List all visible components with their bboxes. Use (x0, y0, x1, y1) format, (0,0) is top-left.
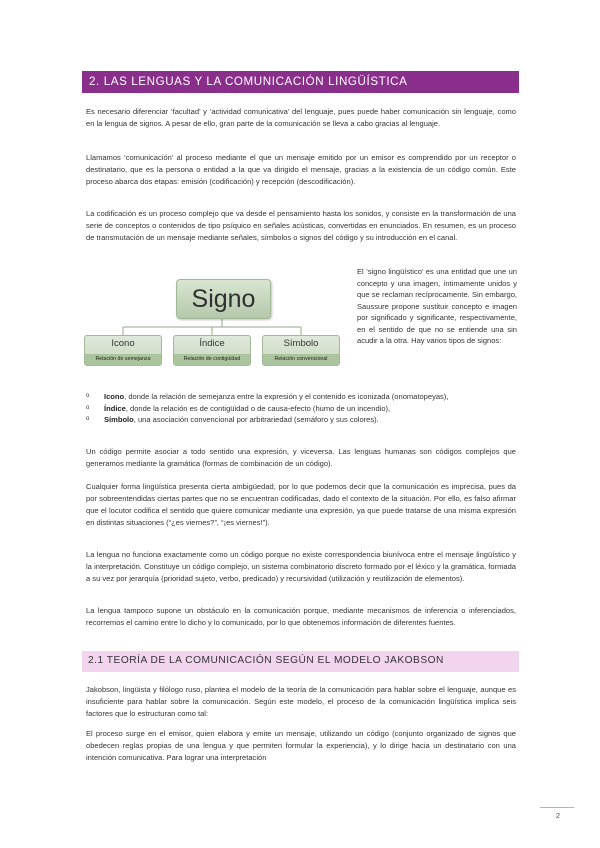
signo-types-list (86, 391, 516, 426)
diagram-node-simbolo (262, 335, 340, 366)
node-subtitle: Relación de contigüidad (174, 354, 250, 365)
list-term: Índice (104, 403, 126, 413)
diagram-node-indice (173, 335, 251, 366)
paragraph-inferencia: La lengua tampoco supone un obstáculo en la comunicación porque, mediante mecanismos de inferencia o inferenciados, recorremos el camino entre lo dicho y lo comunicado, por lo que obtenemos información de diferentes fuentes. (86, 606, 516, 627)
node-subtitle: Relación convencional (263, 354, 339, 365)
signo-diagram (82, 273, 344, 372)
paragraph-codigo: Un código permite asociar a todo sentido una expresión, y viceversa. Las lenguas humanas son códigos complejos que generamos mediante la gramática (formas de combinación de un código). (86, 447, 516, 468)
subsection-heading: 2.1 TEORÍA DE LA COMUNICACIÓN SEGÚN EL MODELO JAKOBSON (82, 651, 519, 672)
node-title: Símbolo (283, 338, 319, 349)
paragraph-comunicacion: Llamamos ‘comunicación’ al proceso mediante el que un mensaje emitido por un emisor es comprendido por un receptor o destinatario, que es la persona o entidad a la que va dirigido el mensaje, gracias a la existencia de un código común. Este proceso abarca dos etapas: emisión (codificación) y recepción (descodificación). (86, 153, 516, 186)
bullet-marker: o (86, 416, 90, 422)
paragraph-proceso: El proceso surge en el emisor, quien elabora y emite un mensaje, utilizando un código (conjunto organizado de signos que obedecen reglas propias de una lengua y que permiten formular la experiencia), y lo dirige hacia un destinatario con una intención comunicativa. Para lograr una interpretación (86, 729, 516, 762)
list-text: , donde la relación de semejanza entre la expresión y el contenido es iconizada (onomatopeyas), (124, 392, 449, 401)
page-number: 2 (555, 811, 561, 820)
list-term: Símbolo (104, 415, 134, 424)
paragraph-codificacion: La codificación es un proceso complejo que va desde el pensamiento hasta los sonidos, y consiste en la transformación de una serie de conceptos o contenidos de tipo psíquico en señales acústicas, convertidas en enunciados. En resumen, es un proceso de transmutación de un mensaje mediante señales, símbolos o signos del código y su introducción en el canal. (86, 209, 516, 242)
list-text: , donde la relación es de contigüidad o de causa-efecto (humo de un incendio), (125, 403, 391, 413)
node-subtitle: Relación de semejanza (85, 354, 161, 365)
list-text: , una asociación convencional por arbitrariedad (semáforo y sus colores). (133, 415, 379, 424)
diagram-node-icono (84, 335, 162, 366)
paragraph-intro: Es necesario diferenciar ‘facultad’ y ‘actividad comunicativa’ del lenguaje, pues puede haber comunicación sin lenguaje, como en la lengua de signos. A pesar de ello, gran parte de la comunicación se lleva a cabo gracias al lenguaje. (86, 107, 516, 128)
bullet-marker: o (86, 404, 90, 411)
node-title: Icono (111, 338, 135, 349)
list-item (86, 414, 516, 426)
section-heading: 2. LAS LENGUAS Y LA COMUNICACIÓN LINGÜÍSTICA (82, 71, 519, 93)
footer-divider (540, 807, 574, 808)
paragraph-lengua-codigo: La lengua no funciona exactamente como un código porque no existe correspondencia biunívoca entre el mensaje lingüístico y la interpretación. Constituye un código complejo, un sistema combinatorio discreto formado por el léxico y la gramática, formada a su vez por jerarquía (prioridad sujeto, verbo, predicado) y recursividad (utilización y reutilización de elementos). (86, 550, 516, 583)
list-item (86, 391, 516, 403)
paragraph-ambiguedad: Cualquier forma lingüística presenta cierta ambigüedad, por lo que podemos decir que la comunicación es imprecisa, pues da por sobreentendidas ciertas partes que no se encuentran codificadas, dado el contexto de la situación. Por ello, es falso afirmar que el locutor codifica el sentido que quiere comunicar mediante una expresión, ya que puede tratarse de una misma expresión en distintas situaciones (“¿es viernes?”, “¡es viernes!”). (86, 482, 516, 527)
list-item (86, 403, 516, 415)
list-term: Icono (104, 392, 125, 401)
node-title: Índice (199, 338, 225, 349)
diagram-root-signo: Signo (176, 279, 271, 319)
paragraph-signo-linguistico: El ‘signo lingüístico’ es una entidad que une un concepto y una imagen, íntimamente unidos y que se reclaman recíprocamente. Sin embargo, Saussure propone sustituir concepto e imagen por significado y significante, respectivamente, en el sentido de que no se entiende una sin acudir a la otra. Hay varios tipos de signos: (357, 267, 517, 345)
paragraph-jakobson: Jakobson, lingüista y filólogo ruso, plantea el modelo de la teoría de la comunicación para hablar sobre el lenguaje, aunque es insuficiente para hablar sobre la comunicación. Según este modelo, el proceso de la comunicación lingüística implica seis factores que lo estructuran como tal: (86, 685, 516, 718)
bullet-marker: o (86, 393, 90, 399)
